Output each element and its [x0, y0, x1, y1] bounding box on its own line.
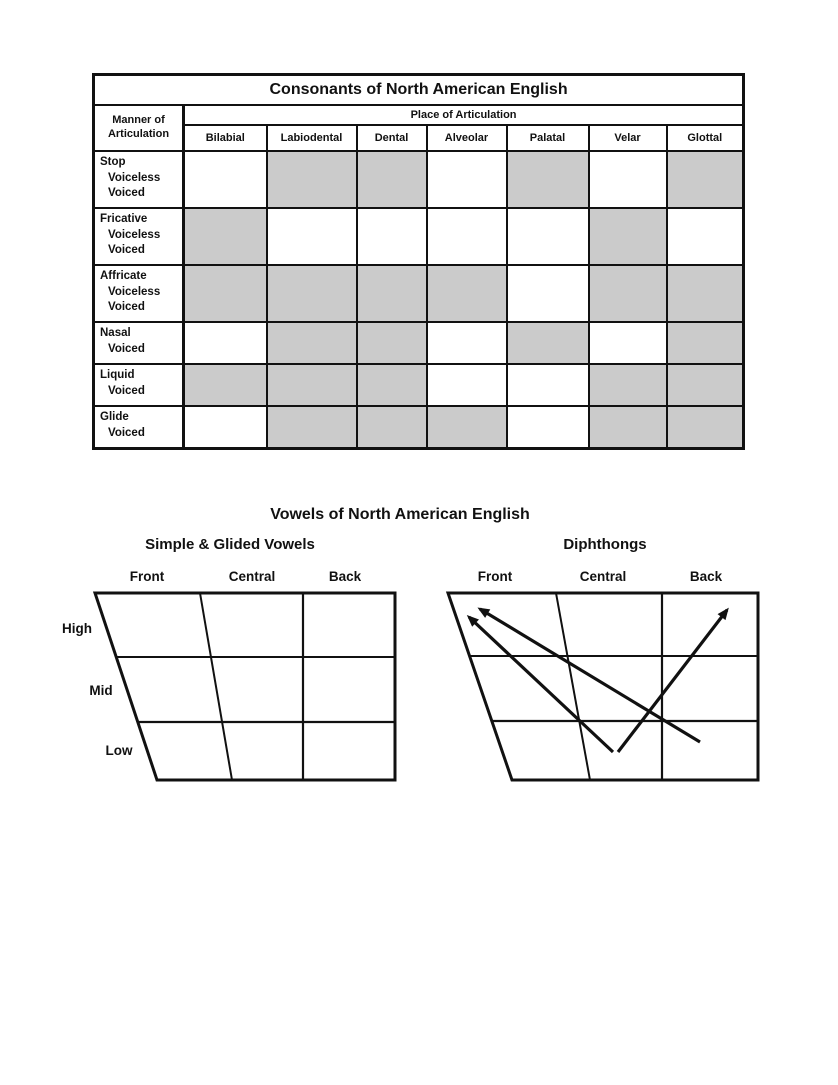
consonant-cell-fricative-bilabial: [184, 208, 267, 265]
left-col-label-front: Front: [129, 569, 165, 584]
consonant-cell-liquid-labiodental: [267, 364, 357, 406]
consonant-cell-glide-labiodental: [267, 406, 357, 448]
right-col-label-back: Back: [689, 569, 723, 584]
column-header-dental: Dental: [357, 125, 427, 151]
row-label-low: Low: [105, 743, 133, 758]
voicing-label: Voiced: [108, 301, 145, 314]
manner-label-cell: [94, 364, 184, 406]
axis-label-row: [94, 105, 744, 125]
voicing-label: Voiceless: [108, 171, 161, 184]
column-header-glottal: Glottal: [667, 125, 744, 151]
consonant-cell-glide-glottal: [667, 406, 744, 448]
row-label-mid: Mid: [89, 683, 113, 698]
consonant-cell-affricate-glottal: [667, 265, 744, 322]
vowel-trapezoid-outline: [448, 593, 758, 780]
consonant-cell-affricate-velar: [589, 265, 667, 322]
table-title-row: [94, 75, 744, 106]
consonant-cell-stop-glottal: [667, 151, 744, 208]
left-col-label-back: Back: [328, 569, 362, 584]
consonant-cell-stop-dental: [357, 151, 427, 208]
consonant-cell-fricative-dental: [357, 208, 427, 265]
front-central-divider: [556, 593, 590, 780]
consonant-cell-affricate-alveolar: [427, 265, 507, 322]
front-central-divider: [200, 593, 232, 780]
consonant-cell-glide-velar: [589, 406, 667, 448]
consonant-cell-fricative-labiodental: [267, 208, 357, 265]
manner-label: Stop: [100, 156, 126, 168]
voicing-label: Voiceless: [108, 228, 161, 241]
consonant-table-title: Consonants of North American English: [94, 75, 744, 106]
manner-label-cell: [94, 406, 184, 448]
manner-label: Nasal: [100, 327, 131, 339]
table-row: [94, 322, 744, 364]
table-row: [94, 364, 744, 406]
consonant-cell-fricative-alveolar: [427, 208, 507, 265]
diphthong-arrow-3: [618, 610, 727, 752]
voicing-label: Voiced: [108, 187, 145, 200]
manner-label-cell: [94, 322, 184, 364]
left-col-label-central: Central: [228, 569, 276, 584]
manner-label: Affricate: [100, 270, 147, 282]
column-header-bilabial: Bilabial: [184, 125, 267, 151]
consonant-cell-stop-bilabial: [184, 151, 267, 208]
consonant-cell-glide-palatal: [507, 406, 589, 448]
consonant-cell-affricate-dental: [357, 265, 427, 322]
diphthongs-diagram: [440, 588, 770, 788]
manner-label-cell: [94, 151, 184, 208]
column-header-velar: Velar: [589, 125, 667, 151]
table-row: [94, 406, 744, 448]
manner-label: Glide: [100, 411, 129, 423]
consonant-cell-liquid-palatal: [507, 364, 589, 406]
consonant-cell-affricate-bilabial: [184, 265, 267, 322]
voicing-label: Voiced: [108, 244, 145, 257]
consonant-cell-liquid-glottal: [667, 364, 744, 406]
consonant-cell-nasal-velar: [589, 322, 667, 364]
voicing-label: Voiced: [108, 426, 145, 439]
consonant-cell-liquid-dental: [357, 364, 427, 406]
simple-glided-vowels-title: Simple & Glided Vowels: [145, 536, 315, 553]
row-label-high: High: [62, 621, 92, 636]
consonant-cell-liquid-alveolar: [427, 364, 507, 406]
column-header-labiodental: Labiodental: [267, 125, 357, 151]
consonant-cell-nasal-bilabial: [184, 322, 267, 364]
table-row: [94, 208, 744, 265]
voicing-label: Voiced: [108, 384, 145, 397]
right-col-label-central: Central: [579, 569, 627, 584]
consonant-table: [92, 73, 745, 450]
consonant-cell-fricative-palatal: [507, 208, 589, 265]
consonant-cell-affricate-palatal: [507, 265, 589, 322]
manner-of-articulation-label: Manner of Articulation: [94, 105, 184, 151]
consonant-cell-stop-palatal: [507, 151, 589, 208]
voicing-label: Voiced: [108, 342, 145, 355]
consonant-cell-stop-alveolar: [427, 151, 507, 208]
consonant-cell-nasal-dental: [357, 322, 427, 364]
right-col-label-front: Front: [477, 569, 513, 584]
vowel-trapezoid-outline: [95, 593, 395, 780]
consonant-cell-liquid-bilabial: [184, 364, 267, 406]
manner-label: Liquid: [100, 369, 135, 381]
column-header-row: [94, 125, 744, 151]
table-row: [94, 265, 744, 322]
manner-label-cell: [94, 208, 184, 265]
consonant-cell-fricative-velar: [589, 208, 667, 265]
diphthongs-title: Diphthongs: [563, 536, 647, 553]
diphthong-arrow-1: [469, 617, 613, 752]
consonant-cell-glide-dental: [357, 406, 427, 448]
consonant-cell-stop-labiodental: [267, 151, 357, 208]
column-header-alveolar: Alveolar: [427, 125, 507, 151]
manner-label: Fricative: [100, 213, 148, 225]
voicing-label: Voiceless: [108, 285, 161, 298]
column-header-palatal: Palatal: [507, 125, 589, 151]
consonant-cell-affricate-labiodental: [267, 265, 357, 322]
consonant-cell-fricative-glottal: [667, 208, 744, 265]
consonant-cell-glide-bilabial: [184, 406, 267, 448]
consonant-cell-liquid-velar: [589, 364, 667, 406]
table-row: [94, 151, 744, 208]
place-of-articulation-label: Place of Articulation: [184, 105, 744, 125]
simple-glided-vowels-diagram: [88, 588, 408, 788]
consonant-cell-nasal-palatal: [507, 322, 589, 364]
consonant-cell-nasal-alveolar: [427, 322, 507, 364]
manner-label-cell: [94, 265, 184, 322]
consonant-cell-nasal-labiodental: [267, 322, 357, 364]
consonant-cell-glide-alveolar: [427, 406, 507, 448]
consonant-cell-nasal-glottal: [667, 322, 744, 364]
vowel-section-title: Vowels of North American English: [270, 506, 530, 523]
consonant-cell-stop-velar: [589, 151, 667, 208]
